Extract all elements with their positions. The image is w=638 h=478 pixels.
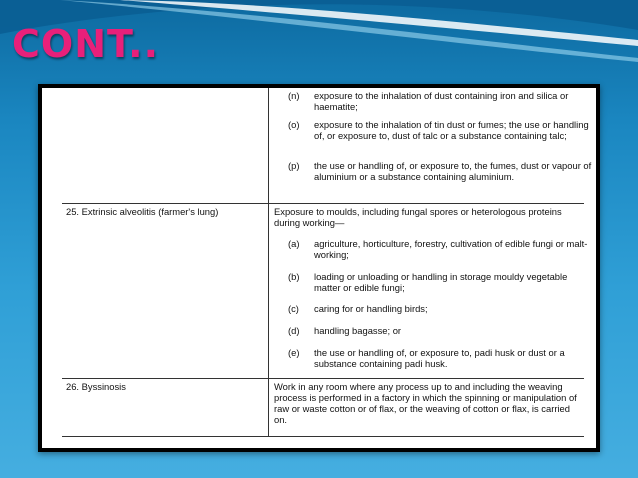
item-text: loading or unloading or handling in storage mouldy vegetable matter or edible fungi; bbox=[314, 271, 568, 293]
row-description: Work in any room where any process up to and including the weaving process is performed in a factory in which the spinning or manipulation of raw or waste cotton or of flax, or the weaving of cotton or flax, is carried on. bbox=[274, 381, 577, 425]
item-text: the use or handling of, or exposure to, padi husk or dust or a substance containing padi husk. bbox=[314, 347, 565, 369]
item-text: caring for or handling birds; bbox=[314, 303, 428, 314]
table-bottom-rule bbox=[62, 436, 584, 437]
item-text: agriculture, horticulture, forestry, cultivation of edible fungi or malt-working; bbox=[314, 238, 588, 260]
item-letter: (o) bbox=[288, 119, 300, 130]
item-letter: (n) bbox=[288, 90, 300, 101]
row-separator bbox=[62, 378, 584, 379]
item-letter: (e) bbox=[288, 347, 300, 358]
disease-name: 26. Byssinosis bbox=[66, 381, 126, 392]
document-frame bbox=[38, 84, 600, 452]
item-text: exposure to the inhalation of dust containing iron and silica or haematite; bbox=[314, 90, 569, 112]
row-separator bbox=[62, 203, 584, 204]
document-page bbox=[42, 88, 596, 448]
disease-name: 25. Extrinsic alveolitis (farmer's lung) bbox=[66, 206, 219, 217]
item-letter: (p) bbox=[288, 160, 300, 171]
item-text: handling bagasse; or bbox=[314, 325, 402, 336]
table-row bbox=[62, 381, 584, 436]
row-intro: Exposure to moulds, including fungal spores or heterologous proteins during working— bbox=[274, 206, 562, 228]
item-letter: (c) bbox=[288, 303, 299, 314]
item-letter: (b) bbox=[288, 271, 300, 282]
item-text: the use or handling of, or exposure to, the fumes, dust or vapour of aluminium or a substance containing aluminium. bbox=[314, 160, 592, 182]
item-text: exposure to the inhalation of tin dust or fumes; the use or handling of, or exposure to, dust of talc or a substance containing talc; bbox=[314, 119, 589, 141]
item-letter: (a) bbox=[288, 238, 300, 249]
item-letter: (d) bbox=[288, 325, 300, 336]
slide-title: CONT.. bbox=[12, 22, 160, 66]
